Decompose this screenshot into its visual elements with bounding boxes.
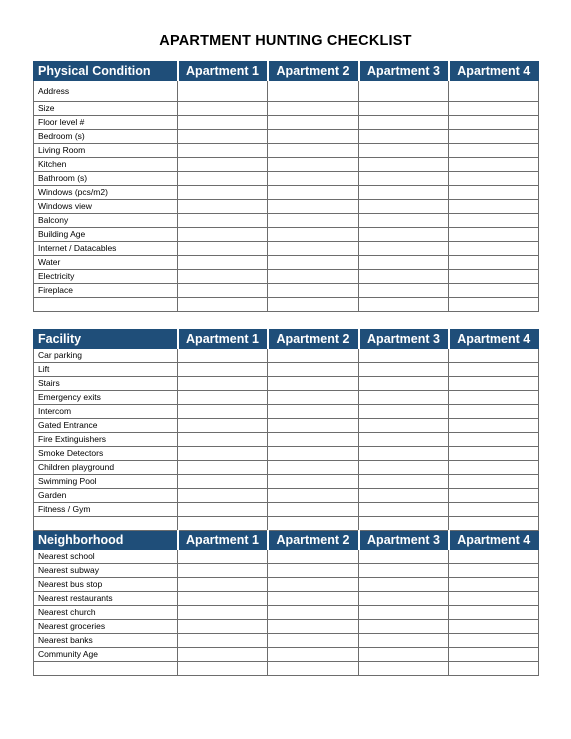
apartment-2-cell[interactable] <box>268 433 359 447</box>
row-label: Nearest church <box>34 606 178 620</box>
table-row <box>34 447 539 461</box>
apartment-2-cell[interactable] <box>268 172 359 186</box>
apartment-3-cell[interactable] <box>359 489 449 503</box>
row-label: Swimming Pool <box>34 475 178 489</box>
apartment-3-cell[interactable] <box>359 172 449 186</box>
apartment-2-cell[interactable] <box>268 391 359 405</box>
apartment-4-cell[interactable] <box>449 475 539 489</box>
apartment-3-cell[interactable] <box>359 475 449 489</box>
apartment-3-cell[interactable] <box>359 433 449 447</box>
apartment-4-cell[interactable] <box>449 419 539 433</box>
table-row <box>34 489 539 503</box>
apartment-2-cell[interactable] <box>268 214 359 228</box>
apartment-2-cell[interactable] <box>268 363 359 377</box>
apartment-4-cell[interactable] <box>449 298 539 312</box>
row-label: Smoke Detectors <box>34 447 178 461</box>
apartment-3-cell[interactable] <box>359 648 449 662</box>
apartment-3-cell[interactable] <box>359 270 449 284</box>
apartment-3-cell[interactable] <box>359 564 449 578</box>
apartment-2-cell[interactable] <box>268 298 359 312</box>
row-label: Floor level # <box>34 116 178 130</box>
apartment-2-cell[interactable] <box>268 606 359 620</box>
row-label: Community Age <box>34 648 178 662</box>
row-label: Garden <box>34 489 178 503</box>
apartment-3-cell[interactable] <box>359 592 449 606</box>
apartment-2-cell[interactable] <box>268 228 359 242</box>
row-label: Car parking <box>34 349 178 363</box>
section-heading: Neighborhood <box>34 531 178 550</box>
apartment-2-cell[interactable] <box>268 242 359 256</box>
apartment-3-cell[interactable] <box>359 186 449 200</box>
table-row <box>34 592 539 606</box>
apartment-1-header: Apartment 1 <box>178 62 268 81</box>
table-row <box>34 363 539 377</box>
apartment-1-cell[interactable] <box>178 475 268 489</box>
apartment-1-cell[interactable] <box>178 284 268 298</box>
apartment-4-cell[interactable] <box>449 433 539 447</box>
row-label: Bedroom (s) <box>34 130 178 144</box>
table-row <box>34 564 539 578</box>
apartment-1-cell[interactable] <box>178 461 268 475</box>
apartment-4-cell[interactable] <box>449 256 539 270</box>
row-label: Nearest groceries <box>34 620 178 634</box>
apartment-4-cell[interactable] <box>449 447 539 461</box>
table-row <box>34 662 539 676</box>
apartment-3-cell[interactable] <box>359 550 449 564</box>
apartment-3-cell[interactable] <box>359 200 449 214</box>
apartment-2-cell[interactable] <box>268 503 359 517</box>
apartment-3-cell[interactable] <box>359 242 449 256</box>
physical-condition-table <box>33 61 539 312</box>
row-label: Nearest banks <box>34 634 178 648</box>
apartment-1-cell[interactable] <box>178 158 268 172</box>
table-row <box>34 81 539 102</box>
row-label: Fire Extinguishers <box>34 433 178 447</box>
apartment-3-cell[interactable] <box>359 81 449 102</box>
table-row <box>34 186 539 200</box>
apartment-1-header: Apartment 1 <box>178 330 268 349</box>
apartment-1-cell[interactable] <box>178 102 268 116</box>
apartment-3-cell[interactable] <box>359 405 449 419</box>
apartment-2-cell[interactable] <box>268 648 359 662</box>
table-row <box>34 578 539 592</box>
apartment-1-cell[interactable] <box>178 648 268 662</box>
apartment-3-cell[interactable] <box>359 284 449 298</box>
apartment-2-cell[interactable] <box>268 130 359 144</box>
apartment-4-cell[interactable] <box>449 550 539 564</box>
apartment-2-cell[interactable] <box>268 620 359 634</box>
apartment-2-cell[interactable] <box>268 564 359 578</box>
apartment-1-cell[interactable] <box>178 298 268 312</box>
apartment-3-cell[interactable] <box>359 419 449 433</box>
apartment-1-cell[interactable] <box>178 391 268 405</box>
table-row <box>34 405 539 419</box>
apartment-4-cell[interactable] <box>449 662 539 676</box>
apartment-2-cell[interactable] <box>268 284 359 298</box>
table-row <box>34 172 539 186</box>
apartment-4-cell[interactable] <box>449 363 539 377</box>
table-row <box>34 242 539 256</box>
apartment-4-cell[interactable] <box>449 228 539 242</box>
row-label: Windows view <box>34 200 178 214</box>
apartment-4-cell[interactable] <box>449 284 539 298</box>
apartment-4-cell[interactable] <box>449 606 539 620</box>
row-label: Building Age <box>34 228 178 242</box>
apartment-1-cell[interactable] <box>178 228 268 242</box>
apartment-2-cell[interactable] <box>268 116 359 130</box>
apartment-1-cell[interactable] <box>178 620 268 634</box>
apartment-3-cell[interactable] <box>359 578 449 592</box>
apartment-4-cell[interactable] <box>449 81 539 102</box>
apartment-3-cell[interactable] <box>359 228 449 242</box>
apartment-4-cell[interactable] <box>449 158 539 172</box>
apartment-4-cell[interactable] <box>449 489 539 503</box>
apartment-1-cell[interactable] <box>178 363 268 377</box>
row-label: Emergency exits <box>34 391 178 405</box>
apartment-2-cell[interactable] <box>268 419 359 433</box>
apartment-3-cell[interactable] <box>359 256 449 270</box>
apartment-1-cell[interactable] <box>178 242 268 256</box>
apartment-2-cell[interactable] <box>268 592 359 606</box>
table-row <box>34 550 539 564</box>
apartment-3-header: Apartment 3 <box>359 330 449 349</box>
apartment-2-cell[interactable] <box>268 475 359 489</box>
apartment-2-cell[interactable] <box>268 200 359 214</box>
apartment-1-cell[interactable] <box>178 81 268 102</box>
apartment-3-cell[interactable] <box>359 662 449 676</box>
apartment-2-cell[interactable] <box>268 447 359 461</box>
row-label: Internet / Datacables <box>34 242 178 256</box>
physical-condition-header-row <box>34 62 539 81</box>
apartment-1-cell[interactable] <box>178 517 268 531</box>
apartment-4-cell[interactable] <box>449 578 539 592</box>
apartment-3-cell[interactable] <box>359 363 449 377</box>
row-label <box>34 517 178 531</box>
apartment-4-cell[interactable] <box>449 517 539 531</box>
apartment-3-cell[interactable] <box>359 391 449 405</box>
page-title: APARTMENT HUNTING CHECKLIST <box>159 33 412 49</box>
table-row <box>34 377 539 391</box>
table-row <box>34 349 539 363</box>
table-row <box>34 433 539 447</box>
apartment-1-header: Apartment 1 <box>178 531 268 550</box>
apartment-4-cell[interactable] <box>449 391 539 405</box>
apartment-3-cell[interactable] <box>359 214 449 228</box>
apartment-3-cell[interactable] <box>359 461 449 475</box>
apartment-1-cell[interactable] <box>178 592 268 606</box>
apartment-4-cell[interactable] <box>449 648 539 662</box>
apartment-1-cell[interactable] <box>178 172 268 186</box>
table-row <box>34 228 539 242</box>
table-row <box>34 475 539 489</box>
apartment-1-cell[interactable] <box>178 130 268 144</box>
table-row <box>34 648 539 662</box>
apartment-4-header: Apartment 4 <box>449 330 539 349</box>
apartment-3-cell[interactable] <box>359 144 449 158</box>
row-label: Nearest bus stop <box>34 578 178 592</box>
row-label: Fireplace <box>34 284 178 298</box>
row-label: Intercom <box>34 405 178 419</box>
apartment-2-cell[interactable] <box>268 578 359 592</box>
apartment-4-cell[interactable] <box>449 214 539 228</box>
apartment-1-cell[interactable] <box>178 662 268 676</box>
table-row <box>34 158 539 172</box>
apartment-1-cell[interactable] <box>178 144 268 158</box>
apartment-4-cell[interactable] <box>449 116 539 130</box>
apartment-4-cell[interactable] <box>449 620 539 634</box>
row-label: Bathroom (s) <box>34 172 178 186</box>
table-row <box>34 144 539 158</box>
apartment-3-cell[interactable] <box>359 503 449 517</box>
apartment-3-cell[interactable] <box>359 620 449 634</box>
facility-neighborhood-table <box>33 329 539 676</box>
apartment-4-cell[interactable] <box>449 503 539 517</box>
row-label: Windows (pcs/m2) <box>34 186 178 200</box>
apartment-4-cell[interactable] <box>449 461 539 475</box>
apartment-2-cell[interactable] <box>268 662 359 676</box>
apartment-3-cell[interactable] <box>359 349 449 363</box>
apartment-1-cell[interactable] <box>178 634 268 648</box>
apartment-3-cell[interactable] <box>359 606 449 620</box>
row-label: Lift <box>34 363 178 377</box>
apartment-3-cell[interactable] <box>359 298 449 312</box>
apartment-1-cell[interactable] <box>178 116 268 130</box>
table-row <box>34 284 539 298</box>
apartment-1-cell[interactable] <box>178 349 268 363</box>
apartment-1-cell[interactable] <box>178 256 268 270</box>
apartment-4-cell[interactable] <box>449 564 539 578</box>
apartment-3-cell[interactable] <box>359 130 449 144</box>
section-heading: Physical Condition <box>34 62 178 81</box>
apartment-2-cell[interactable] <box>268 377 359 391</box>
apartment-1-cell[interactable] <box>178 489 268 503</box>
apartment-4-cell[interactable] <box>449 377 539 391</box>
apartment-2-cell[interactable] <box>268 81 359 102</box>
apartment-2-cell[interactable] <box>268 461 359 475</box>
table-row <box>34 214 539 228</box>
apartment-3-cell[interactable] <box>359 102 449 116</box>
apartment-2-cell[interactable] <box>268 270 359 284</box>
row-label <box>34 298 178 312</box>
apartment-2-cell[interactable] <box>268 186 359 200</box>
apartment-2-cell[interactable] <box>268 349 359 363</box>
apartment-2-cell[interactable] <box>268 256 359 270</box>
apartment-1-cell[interactable] <box>178 270 268 284</box>
apartment-4-cell[interactable] <box>449 172 539 186</box>
row-label: Nearest school <box>34 550 178 564</box>
row-label: Living Room <box>34 144 178 158</box>
row-label: Stairs <box>34 377 178 391</box>
row-label: Address <box>34 81 178 102</box>
row-label: Nearest subway <box>34 564 178 578</box>
apartment-4-cell[interactable] <box>449 270 539 284</box>
apartment-4-cell[interactable] <box>449 144 539 158</box>
table-row <box>34 503 539 517</box>
apartment-2-header: Apartment 2 <box>268 62 359 81</box>
apartment-3-cell[interactable] <box>359 634 449 648</box>
apartment-3-cell[interactable] <box>359 377 449 391</box>
apartment-1-cell[interactable] <box>178 200 268 214</box>
apartment-2-cell[interactable] <box>268 550 359 564</box>
row-label <box>34 662 178 676</box>
table-row <box>34 116 539 130</box>
row-label: Fitness / Gym <box>34 503 178 517</box>
apartment-2-cell[interactable] <box>268 405 359 419</box>
row-label: Water <box>34 256 178 270</box>
apartment-2-header: Apartment 2 <box>268 531 359 550</box>
apartment-2-cell[interactable] <box>268 144 359 158</box>
apartment-3-cell[interactable] <box>359 158 449 172</box>
apartment-1-cell[interactable] <box>178 433 268 447</box>
table-row <box>34 620 539 634</box>
apartment-2-cell[interactable] <box>268 517 359 531</box>
apartment-4-cell[interactable] <box>449 242 539 256</box>
table-row <box>34 634 539 648</box>
apartment-1-cell[interactable] <box>178 606 268 620</box>
apartment-4-cell[interactable] <box>449 130 539 144</box>
table-row <box>34 461 539 475</box>
table-row <box>34 130 539 144</box>
row-label: Nearest restaurants <box>34 592 178 606</box>
apartment-2-cell[interactable] <box>268 102 359 116</box>
apartment-2-header: Apartment 2 <box>268 330 359 349</box>
apartment-3-header: Apartment 3 <box>359 531 449 550</box>
apartment-1-cell[interactable] <box>178 419 268 433</box>
apartment-3-cell[interactable] <box>359 447 449 461</box>
apartment-3-header: Apartment 3 <box>359 62 449 81</box>
apartment-4-cell[interactable] <box>449 405 539 419</box>
apartment-1-cell[interactable] <box>178 503 268 517</box>
section-heading: Facility <box>34 330 178 349</box>
row-label: Size <box>34 102 178 116</box>
table-row <box>34 102 539 116</box>
table-row <box>34 606 539 620</box>
row-label: Children playground <box>34 461 178 475</box>
apartment-3-cell[interactable] <box>359 116 449 130</box>
table-row <box>34 391 539 405</box>
apartment-3-cell[interactable] <box>359 517 449 531</box>
apartment-1-cell[interactable] <box>178 186 268 200</box>
table-row <box>34 517 539 531</box>
neighborhood-header-row <box>34 531 539 550</box>
apartment-4-cell[interactable] <box>449 186 539 200</box>
apartment-4-cell[interactable] <box>449 102 539 116</box>
table-row <box>34 298 539 312</box>
apartment-4-header: Apartment 4 <box>449 531 539 550</box>
apartment-1-cell[interactable] <box>178 377 268 391</box>
table-row <box>34 256 539 270</box>
apartment-4-header: Apartment 4 <box>449 62 539 81</box>
apartment-1-cell[interactable] <box>178 550 268 564</box>
apartment-4-cell[interactable] <box>449 349 539 363</box>
apartment-1-cell[interactable] <box>178 578 268 592</box>
apartment-4-cell[interactable] <box>449 592 539 606</box>
apartment-2-cell[interactable] <box>268 489 359 503</box>
apartment-1-cell[interactable] <box>178 447 268 461</box>
apartment-1-cell[interactable] <box>178 405 268 419</box>
apartment-2-cell[interactable] <box>268 634 359 648</box>
row-label: Gated Entrance <box>34 419 178 433</box>
row-label: Balcony <box>34 214 178 228</box>
row-label: Kitchen <box>34 158 178 172</box>
table-row <box>34 270 539 284</box>
apartment-1-cell[interactable] <box>178 564 268 578</box>
table-row <box>34 200 539 214</box>
apartment-4-cell[interactable] <box>449 634 539 648</box>
facility-header-row <box>34 330 539 349</box>
apartment-1-cell[interactable] <box>178 214 268 228</box>
apartment-4-cell[interactable] <box>449 200 539 214</box>
row-label: Electricity <box>34 270 178 284</box>
apartment-2-cell[interactable] <box>268 158 359 172</box>
table-row <box>34 419 539 433</box>
